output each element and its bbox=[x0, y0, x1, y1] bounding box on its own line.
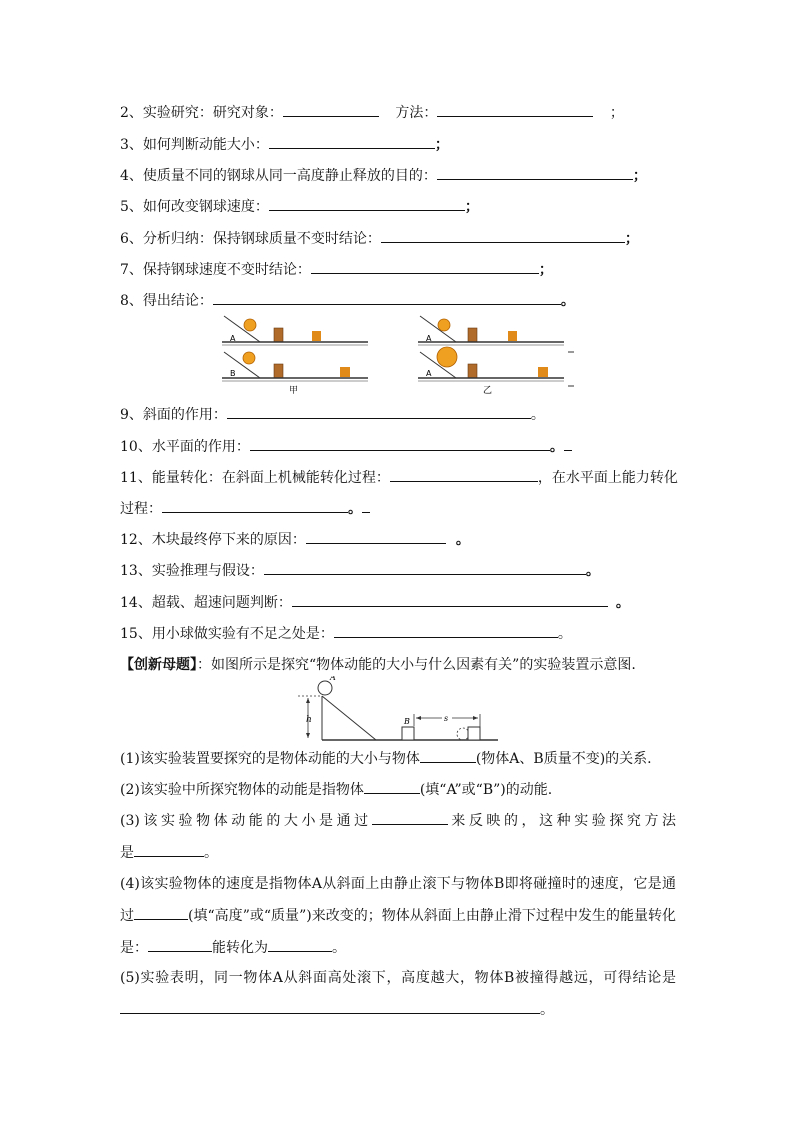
caption-yi: 乙 bbox=[483, 386, 493, 396]
caption-jia: 甲 bbox=[289, 386, 299, 396]
label-h: h bbox=[306, 715, 312, 725]
blank-judge-ke[interactable] bbox=[269, 134, 435, 149]
item-4: 4、使质量不同的钢球从同一高度静止释放的目的： ； bbox=[120, 165, 647, 186]
question-1: (1)该实验装置要探究的是物体动能的大小与物体 (物体A、B质量不变)的关系. bbox=[120, 748, 652, 769]
label-a: A bbox=[230, 334, 236, 343]
item-2: 2、实验研究：研究对象： 方法： ； bbox=[120, 102, 624, 123]
ball-b-small bbox=[243, 352, 255, 364]
blank-slope-energy[interactable] bbox=[390, 467, 538, 482]
item-15: 15、用小球做实验有不足之处是： 。 bbox=[120, 623, 572, 644]
marker-bottom bbox=[538, 367, 548, 377]
marker-top bbox=[508, 331, 517, 341]
block-b-final bbox=[468, 727, 480, 740]
blank-mass-constant-conclusion[interactable] bbox=[381, 228, 625, 243]
item-8: 8、得出结论： 。 bbox=[120, 290, 575, 311]
blank-method[interactable] bbox=[437, 102, 593, 117]
innovation-tag: 【创新母题】 bbox=[120, 657, 197, 673]
label-s: s bbox=[444, 714, 449, 723]
marker-b bbox=[340, 367, 350, 377]
block-a bbox=[274, 328, 283, 342]
block-top bbox=[468, 328, 477, 342]
block-bottom bbox=[468, 364, 477, 378]
blank-horizontal-energy[interactable] bbox=[162, 498, 348, 513]
figure-slope-setup bbox=[292, 676, 502, 744]
label-fig2-b: B bbox=[404, 717, 410, 726]
blank-q4-energy-to[interactable] bbox=[268, 937, 332, 952]
figure-ball-block-comparison bbox=[216, 314, 586, 396]
item-3: 3、如何判断动能大小： ； bbox=[120, 134, 449, 155]
blank-q4-factor[interactable] bbox=[134, 905, 188, 920]
blank-inference[interactable] bbox=[264, 560, 586, 575]
blank-ball-shortcoming[interactable] bbox=[334, 623, 558, 638]
question-4-line3: 是： 能转化为 。 bbox=[120, 937, 346, 958]
ball-small bbox=[438, 319, 450, 331]
marker-a bbox=[312, 331, 321, 341]
label-a-top: A bbox=[426, 334, 432, 343]
question-5-line1: (5)实验表明，同一物体A从斜面高处滚下，高度越大，物体B被撞得越远，可得结论是 bbox=[120, 970, 676, 986]
blank-speed-constant-conclusion[interactable] bbox=[311, 259, 539, 274]
blank-q3-method[interactable] bbox=[134, 842, 204, 857]
blank-release-purpose[interactable] bbox=[437, 165, 633, 180]
ball-large bbox=[437, 347, 457, 367]
question-5-line2: 。 bbox=[120, 999, 554, 1020]
blank-overload-overspeed[interactable] bbox=[292, 592, 608, 607]
label-b: B bbox=[230, 369, 236, 378]
item-12: 12、木块最终停下来的原因： 。 bbox=[120, 529, 470, 550]
ball-dashed bbox=[457, 728, 469, 740]
blank-stop-reason[interactable] bbox=[306, 529, 446, 544]
item-10: 10、水平面的作用： 。 bbox=[120, 436, 572, 457]
item-5: 5、如何改变钢球速度： ； bbox=[120, 196, 479, 217]
blank-q4-energy-from[interactable] bbox=[148, 937, 212, 952]
label-fig2-a: A bbox=[330, 676, 336, 682]
blank-q2[interactable] bbox=[364, 779, 420, 794]
innovation-intro: 【创新母题】：如图所示是探究“物体动能的大小与什么因素有关”的实验装置示意图. bbox=[120, 657, 636, 673]
block-b bbox=[274, 364, 283, 378]
blank-change-speed[interactable] bbox=[269, 196, 465, 211]
ball-a bbox=[318, 681, 332, 695]
figure-yi bbox=[418, 316, 574, 396]
blank-q5-conclusion[interactable] bbox=[120, 999, 540, 1014]
item-6: 6、分析归纳：保持钢球质量不变时结论： ； bbox=[120, 228, 639, 249]
question-3-line1: (3)该实验物体动能的大小是通过 来反映的，这种实验探究方法 bbox=[120, 810, 676, 831]
block-b bbox=[402, 727, 414, 740]
blank-q1[interactable] bbox=[420, 748, 476, 763]
item-7: 7、保持钢球速度不变时结论： ； bbox=[120, 259, 553, 280]
question-2: (2)该实验中所探究物体的动能是指物体 (填“A”或“B”)的动能. bbox=[120, 779, 552, 800]
ball-a-small bbox=[244, 319, 256, 331]
blank-conclusion[interactable] bbox=[213, 290, 561, 305]
label-a-bottom: A bbox=[426, 369, 432, 378]
blank-horizontal-function[interactable] bbox=[250, 436, 550, 451]
item-13: 13、实验推理与假设： 。 bbox=[120, 560, 600, 581]
figure-jia bbox=[222, 316, 368, 396]
blank-q3-reflect[interactable] bbox=[372, 810, 448, 825]
question-4-line1: (4)该实验物体的速度是指物体A从斜面上由静止滚下与物体B即将碰撞时的速度，它是通 bbox=[120, 876, 676, 892]
item-11: 11、能量转化：在斜面上机械能转化过程： ，在水平面上能力转化 bbox=[120, 467, 678, 488]
question-3-line2: 是 。 bbox=[120, 842, 218, 863]
question-4-line2: 过 (填“高度”或“质量”)来改变的；物体从斜面上由静止滑下过程中发生的能量转化 bbox=[120, 905, 676, 926]
item-14: 14、超载、超速问题判断： 。 bbox=[120, 592, 630, 613]
blank-research-object[interactable] bbox=[283, 102, 379, 117]
item-9: 9、斜面的作用： 。 bbox=[120, 404, 545, 425]
item-11-cont: 过程： 。 bbox=[120, 498, 370, 519]
blank-slope-function[interactable] bbox=[227, 404, 531, 419]
